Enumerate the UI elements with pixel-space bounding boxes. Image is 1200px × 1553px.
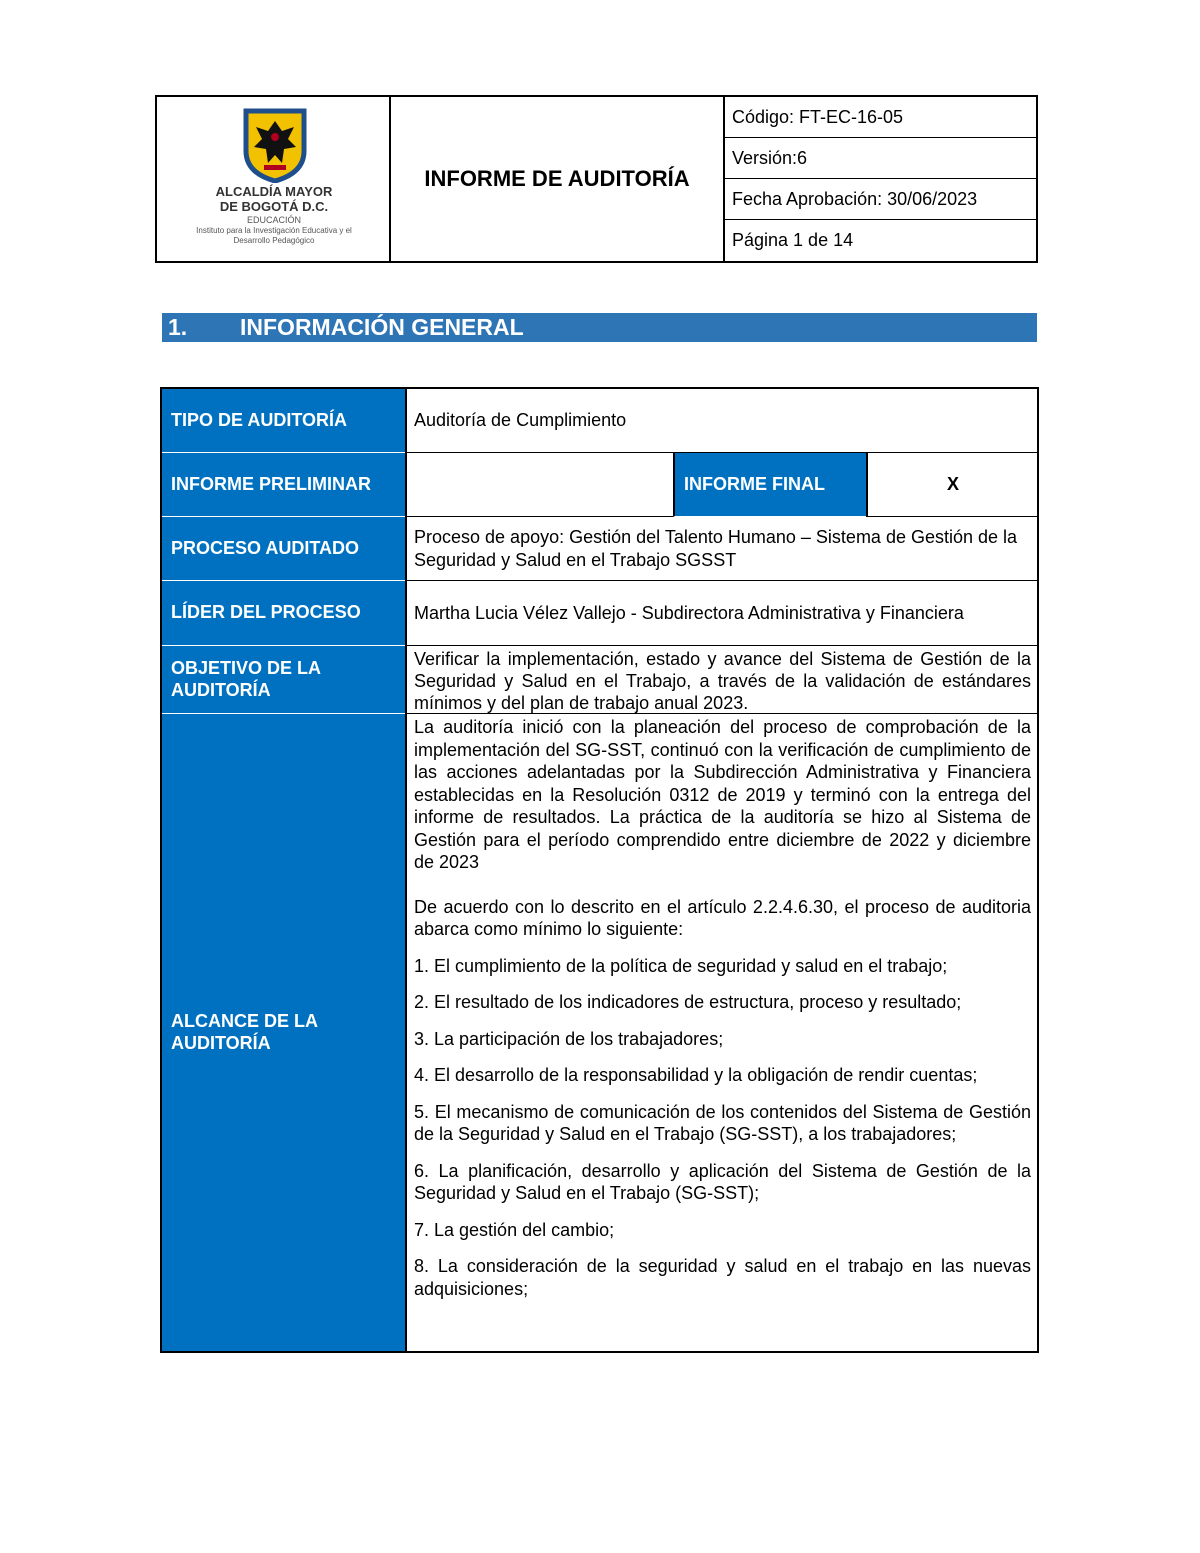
tipo-auditoria-value: Auditoría de Cumplimiento [405,389,1037,453]
tipo-auditoria-label: TIPO DE AUDITORÍA [162,389,405,453]
fecha-aprobacion-field: Fecha Aprobación: 30/06/2023 [725,179,1036,220]
logo-cell [157,97,391,261]
codigo-field: Código: FT-EC-16-05 [725,97,1036,138]
alcance-item-5: 5. El mecanismo de comunicación de los contenidos del Sistema de Gestión de la Seguridad y Salud en el Trabajo (SG-SST), a los trabajadores; [414,1101,1031,1144]
alcance-item-6: 6. La planificación, desarrollo y aplicación del Sistema de Gestión de la Seguridad y Salud en el Trabajo (SG-SST); [414,1160,1031,1203]
document-header [155,95,1038,263]
alcance-item-4: 4. El desarrollo de la responsabilidad y la obligación de rendir cuentas; [414,1065,978,1085]
alcance-paragraph-2: De acuerdo con lo descrito en el artículo 2.2.4.6.30, el proceso de auditoria abarca como mínimo lo siguiente: [414,896,1031,939]
informe-preliminar-value [405,453,673,517]
logo-line-2: DE BOGOTÁ D.C. [219,199,329,214]
informe-final-label: INFORME FINAL [673,453,866,517]
proceso-auditado-label: PROCESO AUDITADO [162,517,405,581]
section-title: INFORMACIÓN GENERAL [240,314,524,340]
proceso-auditado-value: Proceso de apoyo: Gestión del Talento Humano – Sistema de Gestión de la Seguridad y Salud en el Trabajo SGSST [405,517,1037,581]
alcance-value [405,714,1037,1351]
alcance-item-8: 8. La consideración de la seguridad y salud en el trabajo en las nuevas adquisiciones; [414,1256,1031,1299]
lider-proceso-label: LÍDER DEL PROCESO [162,581,405,646]
objetivo-value: Verificar la implementación, estado y avance del Sistema de Gestión de la Seguridad y Salud en el Trabajo, a través de la validación de estándares mínimos y del plan de trabajo anual 2023. [405,646,1037,714]
alcance-item-3: 3. La participación de los trabajadores; [414,1028,724,1049]
pagina-field: Página 1 de 14 [732,230,854,250]
informe-final-value: X [866,453,1037,517]
alcance-item-7: 7. La gestión del cambio; [414,1219,615,1240]
logo-line-4: Instituto para la Investigación Educativa y el [196,226,352,235]
document-title: INFORME DE AUDITORÍA [391,97,725,261]
alcance-label: ALCANCE DE LA AUDITORÍA [162,714,405,1351]
objetivo-label: OBJETIVO DE LA AUDITORÍA [162,646,405,714]
alcance-item-1: 1. El cumplimiento de la política de seguridad y salud en el trabajo; [414,955,948,976]
alcance-item-2: 2. El resultado de los indicadores de estructura, proceso y resultado; [414,992,962,1012]
alcance-paragraph-1: La auditoría inició con la planeación del proceso de comprobación de la implementación del SG-SST, continuó con la verificación de cumplimiento de las acciones adelantadas por la Subdirección Administrativa y Financiera establecidas en la Resolución 0312 de 2019 y terminó con la entrega del informe de resultados. La práctica de la auditoría se hizo al Sistema de Gestión para el período comprendido entre diciembre de 2022 y diciembre de 2023 [414,717,1031,872]
logo-line-1: ALCALDÍA MAYOR [215,184,333,199]
lider-proceso-value: Martha Lucia Vélez Vallejo - Subdirectora Administrativa y Financiera [405,581,1037,646]
section-number: 1. [168,314,188,340]
version-field: Versión:6 [725,138,1036,179]
informe-preliminar-label: INFORME PRELIMINAR [162,453,405,517]
logo-line-3: EDUCACIÓN [246,215,301,225]
general-info-table [160,387,1039,1353]
logo-line-5: Desarrollo Pedagógico [233,236,315,245]
coat-of-arms-icon [242,107,308,183]
section-heading [162,313,1037,342]
